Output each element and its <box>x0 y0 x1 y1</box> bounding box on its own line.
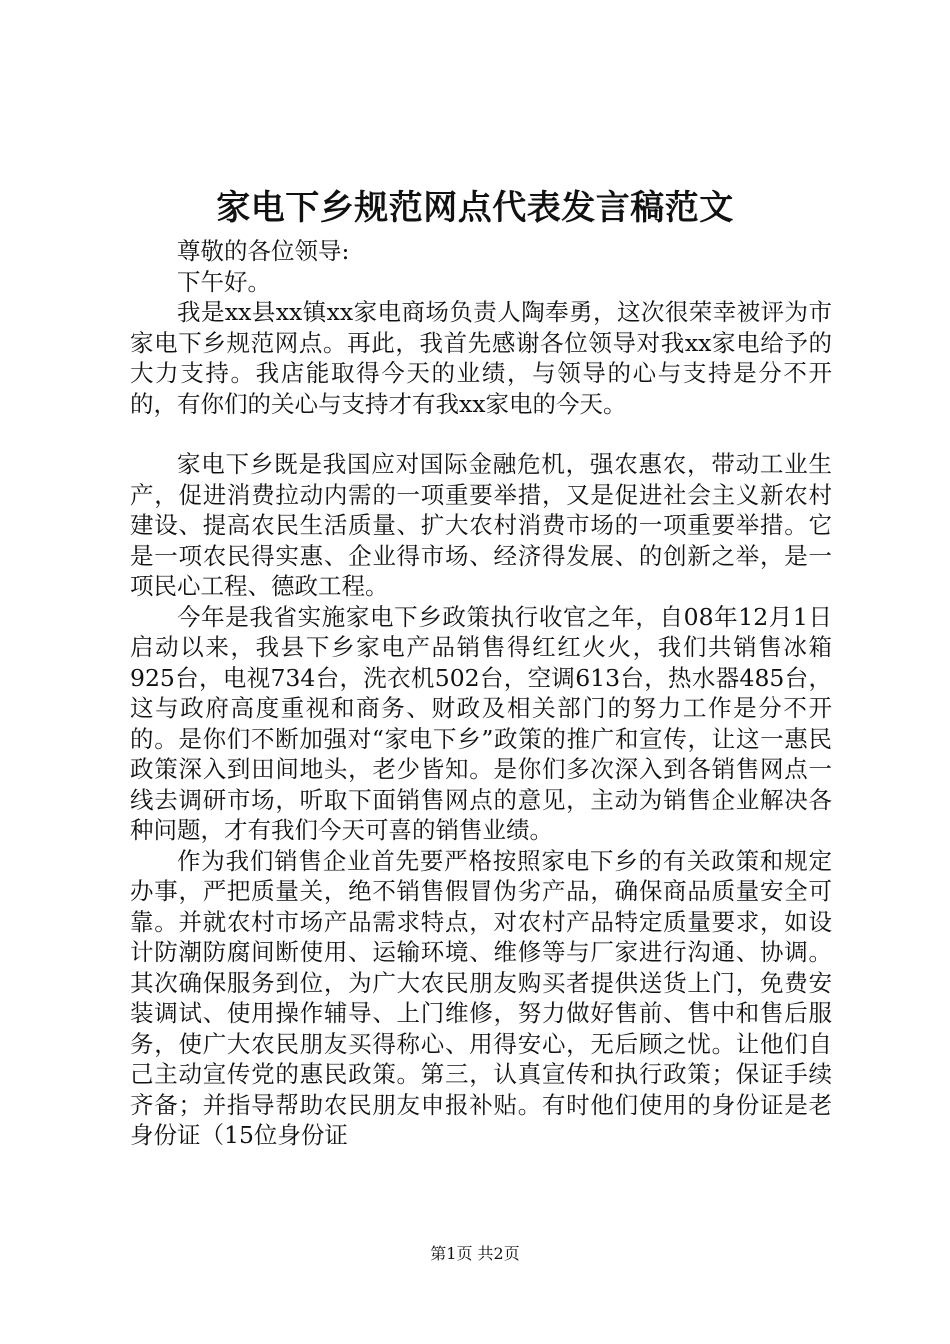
document-title: 家电下乡规范网点代表发言稿范文 <box>216 188 734 228</box>
salutation: 尊敬的各位领导: <box>177 237 350 265</box>
document-body <box>130 236 832 1151</box>
paragraph-commitments: 作为我们销售企业首先要严格按照家电下乡的有关政策和规定办事，严把质量关，绝不销售假冒伪劣产品，确保商品质量安全可靠。并就农村市场产品需求特点，对农村产品特定质量要求，如设计防潮防腐间断使用、运输环境、维修等与厂家进行沟通、协调。其次确保服务到位，为广大农民朋友购买者提供送货上门，免费安装调试、使用操作辅导、上门维修，努力做好售前、售中和售后服务，使广大农民朋友买得称心、用得安心，无后顾之忧。让他们自己主动宣传党的惠民政策。第三，认真宣传和执行政策；保证手续齐备；并指导帮助农民朋友申报补贴。有时他们使用的身份证是老身份证（15位身份证 <box>130 846 832 1149</box>
paragraph-policy: 家电下乡既是我国应对国际金融危机，强农惠农，带动工业生产，促进消费拉动内需的一项重要举措，又是促进社会主义新农村建设、提高农民生活质量、扩大农村消费市场的一项重要举措。它是一项农民得实惠、企业得市场、经济得发展、的创新之举，是一项民心工程、德政工程。 <box>130 450 832 600</box>
paragraph-intro: 我是xx县xx镇xx家电商场负责人陶奉勇，这次很荣幸被评为市家电下乡规范网点。再此，我首先感谢各位领导对我xx家电给予的大力支持。我店能取得今天的业绩，与领导的心与支持是分不开的，有你们的关心与支持才有我xx家电的今天。 <box>130 298 832 418</box>
greeting: 下午好。 <box>177 267 271 296</box>
page-footer: 第1页 共2页 <box>430 1244 520 1263</box>
paragraph-sales: 今年是我省实施家电下乡政策执行收官之年，自08年12月1日启动以来，我县下乡家电产品销售得红红火火，我们共销售冰箱925台，电视734台，洗衣机502台，空调613台，热水器485台，这与政府高度重视和商务、财政及相关部门的努力工作是分不开的。是你们不断加强对“家电下乡”政策的推广和宣传，让这一惠民政策深入到田间地头，老少皆知。是你们多次深入到各销售网点一线去调研市场，听取下面销售网点的意见，主动为销售企业解决各种问题，才有我们今天可喜的销售业绩。 <box>130 602 832 844</box>
